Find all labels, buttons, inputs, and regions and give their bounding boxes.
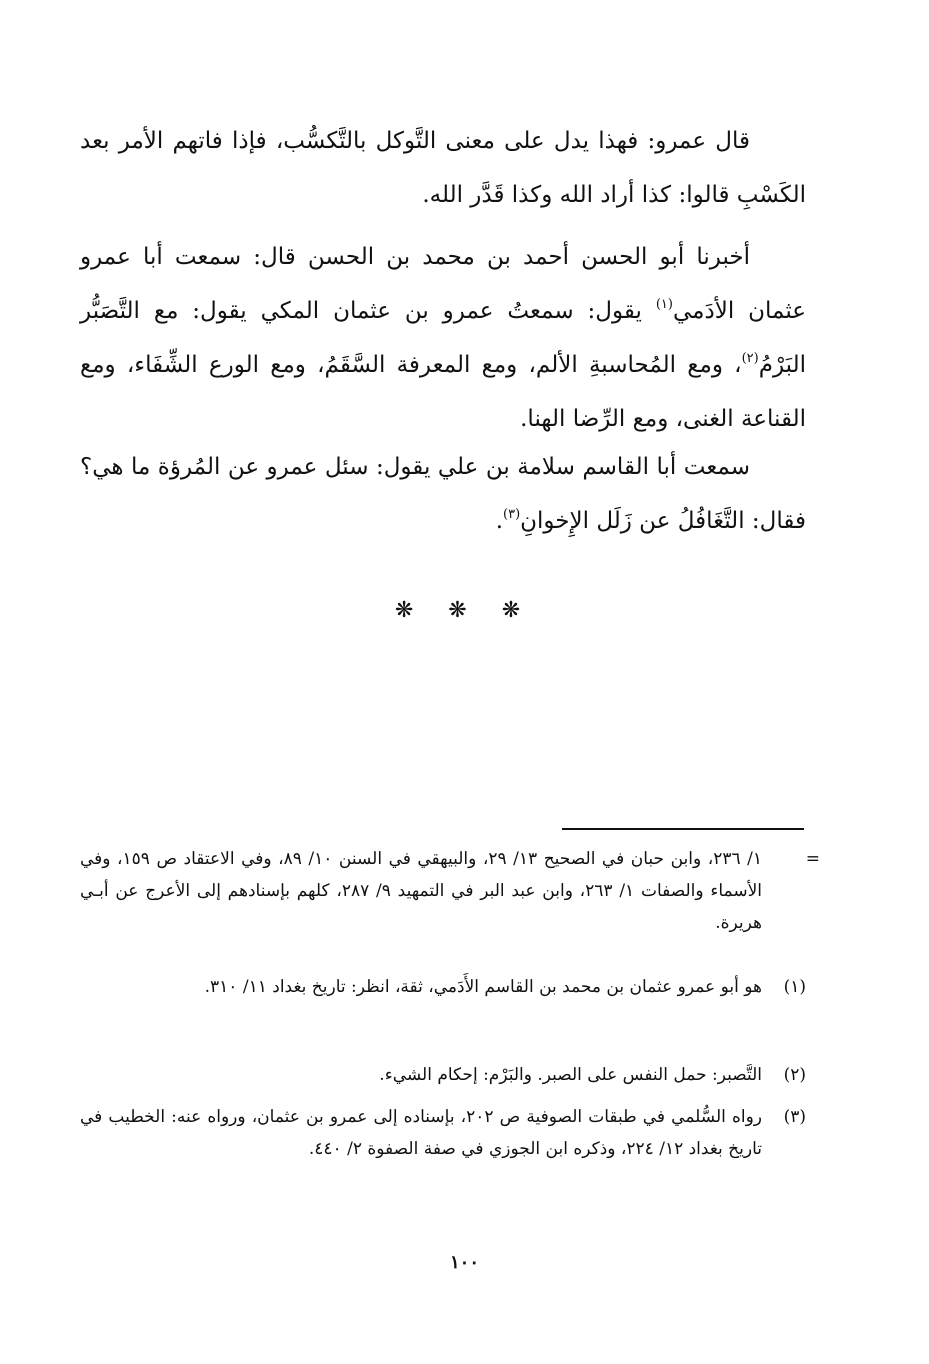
paragraph-3 — [80, 440, 806, 548]
footnote-1 — [80, 971, 806, 1003]
footnote-rule — [562, 828, 804, 830]
footnote-number: (٢) — [783, 1065, 806, 1085]
footnote-number: (١) — [783, 977, 806, 997]
continuation-marker: = — [805, 849, 820, 869]
page-number: ١٠٠ — [449, 1252, 479, 1273]
footnote-text: هو أبو عمرو عثمان بن محمد بن القاسم الأَدَمي، ثقة، انظر: تاريخ بغداد ١١/ ٣١٠. — [204, 977, 762, 997]
paragraph-2 — [80, 230, 806, 446]
footnote-text: التَّصبر: حمل النفس على الصبر. والبَرْم: إحكام الشيء. — [379, 1065, 762, 1085]
paragraph-3-part-b: . — [495, 508, 503, 534]
footnote-ref-2[interactable]: (٢) — [741, 351, 759, 366]
section-separator: ❋ ❋ ❋ — [394, 598, 535, 623]
footnote-ref-1[interactable]: (١) — [655, 297, 673, 312]
footnote-ref-3[interactable]: (٣) — [503, 507, 521, 522]
footnote-text: رواه السُّلمي في طبقات الصوفية ص ٢٠٢، بإسناده إلى عمرو بن عثمان، ورواه عنه: الخطيب في تاريخ بغداد ١٢/ ٢٢٤، وذكره ابن الجوزي في صفة الصفوة ٢/ ٤٤٠. — [80, 1107, 762, 1159]
footnote-continuation — [80, 843, 820, 939]
footnote-number: (٣) — [783, 1107, 806, 1127]
paragraph-2-part-c: ، ومع المُحاسبةِ الألم، ومع المعرفة السَّقَمُ، ومع الورع الشِّفَاء، ومع القناعة الغنى، ومع الرِّضا الهنا. — [80, 352, 806, 432]
paragraph-2-part-b: يقول: سمعتُ عمرو بن عثمان المكي يقول: مع التَّصَبُّر البَرْمُ — [80, 298, 806, 378]
footnote-2 — [80, 1059, 806, 1091]
paragraph-2-part-a: أخبرنا أبو الحسن أحمد بن محمد بن الحسن قال: سمعت أبا عمرو عثمان الأدَمي — [80, 244, 806, 324]
footnote-3 — [80, 1101, 806, 1165]
paragraph-1 — [80, 114, 806, 222]
paragraph-3-part-a: سمعت أبا القاسم سلامة بن علي يقول: سئل عمرو عن المُرؤة ما هي؟ فقال: التَّغَافُلُ عن زَلَل الإِخوانِ — [80, 454, 806, 534]
paragraph-3-text — [80, 440, 806, 548]
footnote-text: ١/ ٢٣٦، وابن حبان في الصحيح ١٣/ ٢٩، والبيهقي في السنن ١٠/ ٨٩، وفي الاعتقاد ص ١٥٩، وفي الأسماء والصفات ١/ ٢٦٣، وابن عبد البر في التمهيد ٩/ ٢٨٧، كلهم بإسنادهم إلى الأعرج عن أبـي هريرة. — [80, 849, 762, 933]
paragraph-1-text: قال عمرو: فهذا يدل على معنى التَّوكل بالتَّكسُّب، فإذا فاتهم الأمر بعد الكَسْبِ قالوا: كذا أراد الله وكذا قَدَّر الله. — [80, 128, 806, 208]
paragraph-2-text — [80, 230, 806, 446]
